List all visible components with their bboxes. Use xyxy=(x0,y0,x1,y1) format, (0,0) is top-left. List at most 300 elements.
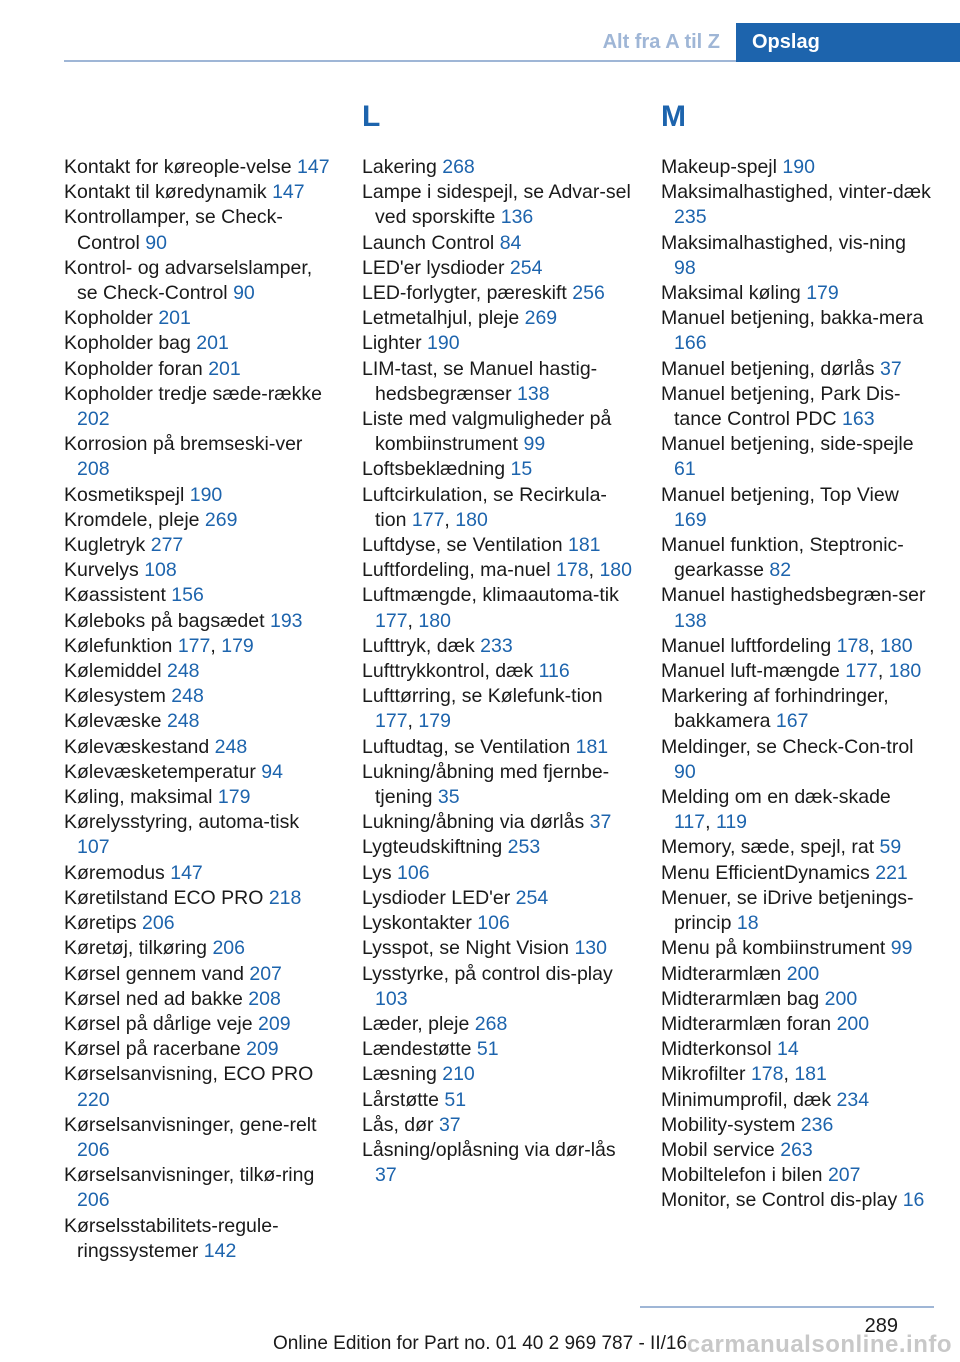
page-link[interactable]: 179 xyxy=(221,634,254,657)
index-entry xyxy=(362,1037,632,1062)
page-link[interactable]: 181 xyxy=(794,1063,827,1086)
page-link[interactable]: 268 xyxy=(442,156,475,178)
index-term: Luftdyse, se Ventilation xyxy=(362,534,563,557)
index-term: Manuel luft-mængde xyxy=(661,660,840,683)
section-letter: M xyxy=(661,100,686,133)
page-link[interactable]: 117 xyxy=(674,811,706,834)
page-link[interactable]: 103 xyxy=(375,987,408,1010)
page-link[interactable]: 37 xyxy=(438,1113,461,1136)
index-term: Maksimal køling xyxy=(661,282,801,305)
index-term: Manuel luftfordeling xyxy=(661,634,832,657)
index-entry xyxy=(661,583,931,633)
index-entry xyxy=(362,886,632,911)
index-entry xyxy=(362,1062,632,1087)
index-entry xyxy=(64,331,334,356)
index-entry xyxy=(362,1113,632,1138)
index-term: Manuel betjening, Top View xyxy=(661,483,899,506)
page-link[interactable]: 35 xyxy=(437,786,460,809)
index-entry xyxy=(362,306,632,331)
page-link[interactable]: 90 xyxy=(674,760,696,783)
page-link[interactable]: 156 xyxy=(171,584,204,607)
index-term: Manuel betjening, bakka-mera xyxy=(661,307,924,330)
index-term: Midterarmlæn bag xyxy=(661,987,820,1010)
page-link[interactable]: 236 xyxy=(800,1113,834,1136)
index-term: Memory, sæde, spejl, rat xyxy=(661,836,875,859)
index-entry xyxy=(64,382,334,432)
index-term: Maksimalhastighed, vinter-dæk xyxy=(661,181,931,204)
page-link[interactable]: 201 xyxy=(196,332,229,355)
page-link[interactable]: 202 xyxy=(77,408,110,431)
page-link[interactable]: 180 xyxy=(888,660,922,683)
index-entry: Manuel luftfordeling 178, 180 xyxy=(661,634,913,657)
index-term: Lukning/åbning via dørlås xyxy=(362,811,585,834)
page-link[interactable]: 163 xyxy=(842,408,875,431)
page-link[interactable]: 206 xyxy=(77,1189,110,1212)
index-entry xyxy=(64,483,334,508)
page-link[interactable]: 218 xyxy=(268,886,302,909)
index-entry xyxy=(661,1163,931,1188)
index-entry xyxy=(362,911,632,936)
index-term: Minimumprofil, dæk xyxy=(661,1088,832,1111)
index-entry xyxy=(661,1037,931,1062)
page-link[interactable]: 51 xyxy=(476,1038,499,1061)
index-term: Lighter xyxy=(362,332,422,355)
index-entry xyxy=(362,1088,632,1113)
page-link[interactable]: 16 xyxy=(902,1189,925,1212)
index-term: Kugletryk xyxy=(64,534,146,557)
index-entry xyxy=(362,810,632,835)
index-entry xyxy=(64,659,334,684)
page-link[interactable]: 82 xyxy=(769,559,792,582)
page-link[interactable]: 37 xyxy=(589,811,612,834)
page-link[interactable]: 147 xyxy=(297,156,330,178)
page-link[interactable]: 234 xyxy=(836,1088,870,1111)
index-term: Launch Control xyxy=(362,231,495,254)
index-term: Kromdele, pleje xyxy=(64,508,200,531)
index-entry xyxy=(64,1062,334,1112)
index-term: Køling, maksimal xyxy=(64,786,213,809)
index-entry xyxy=(362,634,632,659)
index-term: Køretøj, tilkøring xyxy=(64,937,208,960)
index-term: Manuel hastighedsbegræn-ser xyxy=(661,584,926,607)
index-entry xyxy=(64,709,334,734)
section-tab[interactable]: Opslag xyxy=(736,23,960,62)
index-entry xyxy=(64,508,334,533)
page-link[interactable]: 90 xyxy=(145,231,167,254)
index-entry xyxy=(64,180,334,205)
index-term: Kølefunktion xyxy=(64,634,173,657)
index-term: Kørselsanvisninger, tilkø-ring xyxy=(64,1164,315,1187)
index-entry xyxy=(64,432,334,482)
page-link[interactable]: 136 xyxy=(500,206,534,229)
page-link[interactable]: 119 xyxy=(715,811,748,834)
index-term: Luftfordeling, ma-nuel xyxy=(362,559,551,582)
index-entry xyxy=(661,987,931,1012)
index-term: Monitor, se Control dis-play xyxy=(661,1189,898,1212)
index-entry: Manuel luft-mængde 177, 180 xyxy=(661,660,922,683)
page-link[interactable]: 206 xyxy=(77,1138,110,1161)
page-number: 289 xyxy=(864,1315,898,1337)
index-term: Manuel betjening, Park Dis-tance Control PDC xyxy=(661,382,901,431)
page-link[interactable]: 190 xyxy=(189,483,223,506)
index-term: Lysspot, se Night Vision xyxy=(362,937,570,960)
index-entry: Melding om en dæk-skade 117, 119 xyxy=(661,786,891,834)
page-link[interactable]: 179 xyxy=(806,282,839,305)
index-entry: Luftfordeling, ma-nuel 178, 180 xyxy=(362,559,632,582)
page-link[interactable]: 221 xyxy=(875,861,908,884)
index-entry xyxy=(661,483,931,533)
index-entry xyxy=(362,1012,632,1037)
index-term: Kørselsanvisning, ECO PRO xyxy=(64,1063,314,1086)
index-term: Menu EfficientDynamics xyxy=(661,861,870,884)
index-term: Kølesystem xyxy=(64,685,166,708)
page-link[interactable]: 209 xyxy=(246,1038,279,1061)
page-link[interactable]: 99 xyxy=(890,937,913,960)
index-term: Kørsel ned ad bakke xyxy=(64,987,243,1010)
index-entry xyxy=(362,1138,632,1188)
index-term: Kurvelys xyxy=(64,559,139,582)
page-link[interactable]: 181 xyxy=(575,735,609,758)
page-link[interactable]: 190 xyxy=(427,332,460,355)
index-entry xyxy=(362,357,632,407)
index-entry: Lufttørring, se Kølefunk-tion 177, 179 xyxy=(362,685,603,733)
page-link[interactable]: 201 xyxy=(208,357,241,380)
index-term: Menu på kombiinstrument xyxy=(661,937,886,960)
page-link[interactable]: 167 xyxy=(775,710,809,733)
page-link[interactable]: 107 xyxy=(77,836,110,859)
page-link[interactable]: 256 xyxy=(572,282,605,305)
index-entry xyxy=(362,659,632,684)
index-term: Køremodus xyxy=(64,861,165,884)
index-entry xyxy=(661,231,931,281)
edition-note: Online Edition for Part no. 01 40 2 969 787 - II/16 xyxy=(272,1333,688,1354)
index-term: Luftcirkulation, se Recirkula-tion xyxy=(362,483,607,531)
index-entry xyxy=(64,609,334,634)
index-term: Melding om en dæk-skade xyxy=(661,786,891,809)
index-term: Manuel funktion, Steptronic-gearkasse xyxy=(661,534,904,582)
index-term: Lampe i sidespejl, se Advar-sel ved sporskifte xyxy=(362,181,631,229)
page-link[interactable]: 15 xyxy=(510,458,533,481)
index-entry xyxy=(64,936,334,961)
page-link[interactable]: 208 xyxy=(248,987,281,1010)
index-entry xyxy=(661,962,931,987)
index-term: Kontrollamper, se Check-Control xyxy=(64,206,283,254)
index-term: Kontakt for køreople-velse xyxy=(64,156,292,178)
index-term: Kørselsstabilitets-regule-ringssystemer xyxy=(64,1214,279,1262)
page-link[interactable]: 147 xyxy=(272,181,305,204)
index-term: Lufttørring, se Kølefunk-tion xyxy=(362,685,603,708)
page-link[interactable]: 179 xyxy=(418,710,451,733)
page-link[interactable]: 200 xyxy=(836,1012,870,1035)
page-link[interactable]: 51 xyxy=(444,1088,467,1111)
index-entry xyxy=(362,936,632,961)
page-link[interactable]: 200 xyxy=(786,962,820,985)
index-entry xyxy=(64,962,334,987)
index-entry xyxy=(362,835,632,860)
index-term: Korrosion på bremseski-ver xyxy=(64,433,303,456)
index-entry xyxy=(661,886,931,936)
index-term: Lakering xyxy=(362,156,437,178)
page-link[interactable]: 169 xyxy=(674,508,707,531)
index-entry xyxy=(362,861,632,886)
page-link[interactable]: 206 xyxy=(142,912,175,935)
page-link[interactable]: 59 xyxy=(879,836,902,859)
index-entry xyxy=(362,457,632,482)
page-link[interactable]: 90 xyxy=(233,282,255,305)
index-entry: Luftmængde, klimaautoma-tik 177, 180 xyxy=(362,584,619,632)
page-link[interactable]: 180 xyxy=(880,634,913,657)
page-link[interactable]: 206 xyxy=(212,937,245,960)
page-link[interactable]: 254 xyxy=(509,256,543,279)
index-entry xyxy=(661,533,931,583)
page-link[interactable]: 166 xyxy=(674,332,707,355)
page-link[interactable]: 177 xyxy=(177,634,211,657)
index-entry xyxy=(362,962,632,1012)
index-term: Lysdioder LED'er xyxy=(362,886,511,909)
page-link[interactable]: 200 xyxy=(824,987,858,1010)
index-term: Mobiltelefon i bilen xyxy=(661,1164,823,1187)
index-entry xyxy=(661,180,931,230)
page-link[interactable]: 210 xyxy=(442,1063,475,1086)
index-entry xyxy=(64,533,334,558)
page-link[interactable]: 177 xyxy=(411,508,445,531)
index-entry xyxy=(64,256,334,306)
page-link[interactable]: 263 xyxy=(780,1138,813,1161)
index-entry xyxy=(661,1138,931,1163)
page-link[interactable]: 248 xyxy=(166,660,200,683)
page-link[interactable]: 193 xyxy=(269,609,303,632)
index-entry xyxy=(64,1012,334,1037)
index-entry xyxy=(661,1088,931,1113)
index-term: Lys xyxy=(362,861,392,884)
index-term: Kopholder bag xyxy=(64,332,191,355)
index-entry xyxy=(64,1113,334,1163)
watermark: carmanualsonline.info xyxy=(686,1331,952,1358)
index-term: Kølevæskestand xyxy=(64,735,210,758)
index-term: Lårstøtte xyxy=(362,1088,439,1111)
index-term: Kopholder tredje sæde-række xyxy=(64,382,322,405)
index-term: Lændestøtte xyxy=(362,1038,472,1061)
page-link[interactable]: 248 xyxy=(166,710,200,733)
index-entry xyxy=(64,886,334,911)
index-term: Luftudtag, se Ventilation xyxy=(362,735,571,758)
page-link[interactable]: 269 xyxy=(524,307,558,330)
index-term: Lufttrykkontrol, dæk xyxy=(362,660,534,683)
page-link[interactable]: 180 xyxy=(599,559,632,582)
index-entry xyxy=(661,357,931,382)
page-link[interactable]: 178 xyxy=(836,634,870,657)
index-entry xyxy=(64,810,334,860)
index-term: Kopholder xyxy=(64,307,153,330)
index-term: LED-forlygter, pæreskift xyxy=(362,282,567,305)
page-link[interactable]: 233 xyxy=(480,634,513,657)
index-entry xyxy=(362,155,632,180)
index-entry xyxy=(64,205,334,255)
index-term: Lukning/åbning med fjernbe-tjening xyxy=(362,760,610,809)
page-link[interactable]: 94 xyxy=(261,760,283,783)
index-entry xyxy=(64,583,334,608)
page-link[interactable]: 179 xyxy=(217,786,251,809)
index-entry: Kølefunktion 177, 179 xyxy=(64,634,254,657)
index-term: Låsning/oplåsning via dør-lås xyxy=(362,1138,616,1161)
index-term: Midterkonsol xyxy=(661,1038,772,1061)
page-link[interactable]: 181 xyxy=(567,534,601,557)
index-term: Mobility-system xyxy=(661,1113,796,1136)
page-link[interactable]: 235 xyxy=(674,206,707,229)
page-link[interactable]: 116 xyxy=(538,660,570,683)
page-link[interactable]: 147 xyxy=(170,861,203,884)
page-link[interactable]: 37 xyxy=(375,1164,397,1187)
index-term: Meldinger, se Check-Con-trol xyxy=(661,735,914,758)
page-link[interactable]: 269 xyxy=(204,508,238,531)
index-column-3 xyxy=(661,99,931,1214)
index-term: Køassistent xyxy=(64,584,166,607)
index-term: Kørsel på dårlige veje xyxy=(64,1012,253,1035)
section-letter: L xyxy=(362,100,381,133)
page-link[interactable]: 37 xyxy=(879,357,902,380)
page-link[interactable]: 207 xyxy=(249,962,282,985)
index-entry xyxy=(661,861,931,886)
page-link[interactable]: 220 xyxy=(77,1088,110,1111)
page-link[interactable]: 178 xyxy=(750,1063,784,1086)
page-link[interactable]: 268 xyxy=(474,1012,508,1035)
page-link[interactable]: 180 xyxy=(418,609,451,632)
index-entry xyxy=(362,256,632,281)
index-entry: Luftcirkulation, se Recirkula-tion 177, 180 xyxy=(362,483,607,531)
page-link[interactable]: 178 xyxy=(556,559,589,582)
index-entry xyxy=(661,306,931,356)
page-link[interactable]: 277 xyxy=(150,534,184,557)
index-term: Kørselsanvisninger, gene-relt xyxy=(64,1113,317,1136)
page-link[interactable]: 177 xyxy=(375,609,408,632)
page-link[interactable]: 207 xyxy=(827,1164,861,1187)
index-term: LED'er lysdioder xyxy=(362,256,505,279)
index-column-1 xyxy=(64,99,334,1264)
page-link[interactable]: 108 xyxy=(144,559,177,582)
index-entry xyxy=(64,785,334,810)
index-entry xyxy=(362,735,632,760)
index-entry xyxy=(64,558,334,583)
page-link[interactable]: 208 xyxy=(77,458,110,481)
index-entry xyxy=(661,1113,931,1138)
index-term: Lyskontakter xyxy=(362,912,472,935)
page-link[interactable]: 177 xyxy=(375,710,408,733)
index-term: Lufttryk, dæk xyxy=(362,634,475,657)
index-term: Mobil service xyxy=(661,1138,775,1161)
page-link[interactable]: 142 xyxy=(203,1239,237,1262)
page-link[interactable]: 254 xyxy=(515,886,549,909)
index-entry xyxy=(661,936,931,961)
index-entry xyxy=(362,533,632,558)
index-column-2 xyxy=(362,99,632,1188)
index-term: Kosmetikspejl xyxy=(64,483,185,506)
index-entry xyxy=(661,382,931,432)
index-term: Køleboks på bagsædet xyxy=(64,609,265,632)
page-link[interactable]: 14 xyxy=(776,1038,799,1061)
index-entry xyxy=(64,1163,334,1213)
index-term: Maksimalhastighed, vis-ning xyxy=(661,231,906,254)
page-link[interactable]: 209 xyxy=(258,1012,291,1035)
page-link[interactable]: 201 xyxy=(158,307,191,330)
index-entry xyxy=(661,432,931,482)
index-term: Menuer, se iDrive betjenings-princip xyxy=(661,886,914,935)
index-term: Køretilstand ECO PRO xyxy=(64,886,264,909)
index-entry xyxy=(64,861,334,886)
index-term: Kørsel på racerbane xyxy=(64,1038,241,1061)
index-entry xyxy=(661,1012,931,1037)
index-term: Kørsel gennem vand xyxy=(64,962,244,985)
index-term: Læder, pleje xyxy=(362,1012,470,1035)
index-term: Lygteudskiftning xyxy=(362,836,503,859)
index-entry xyxy=(64,1214,334,1264)
index-term: Letmetalhjul, pleje xyxy=(362,307,520,330)
index-term: Manuel betjening, side-spejle xyxy=(661,433,914,456)
index-term: Køretips xyxy=(64,912,137,935)
index-term: Makeup-spejl xyxy=(661,156,777,178)
index-term: Kontakt til køredynamik xyxy=(64,181,267,204)
page-link[interactable]: 61 xyxy=(674,458,696,481)
index-entry xyxy=(64,987,334,1012)
index-entry xyxy=(362,281,632,306)
index-entry xyxy=(362,231,632,256)
page-link[interactable]: 99 xyxy=(523,433,546,456)
page-link[interactable]: 190 xyxy=(782,156,815,178)
index-term: LIM-tast, se Manuel hastig-hedsbegrænser xyxy=(362,357,598,405)
index-entry xyxy=(362,180,632,230)
page-link[interactable]: 138 xyxy=(517,382,550,405)
index-term: Markering af forhindringer, bakkamera xyxy=(661,685,889,733)
index-term: Mikrofilter xyxy=(661,1063,746,1086)
index-term: Kontrol- og advarselslamper, se Check-Control xyxy=(64,256,313,305)
index-entry xyxy=(661,155,931,180)
index-term: Midterarmlæn foran xyxy=(661,1012,832,1035)
page-link[interactable]: 130 xyxy=(574,937,607,960)
breadcrumb[interactable]: Alt fra A til Z xyxy=(602,31,720,53)
page-link[interactable]: 180 xyxy=(455,508,488,531)
index-entry xyxy=(64,306,334,331)
index-term: Luftmængde, klimaautoma-tik xyxy=(362,584,619,607)
page-link[interactable]: 177 xyxy=(845,660,878,683)
page-link[interactable]: 138 xyxy=(674,609,707,632)
page-link[interactable]: 253 xyxy=(507,836,541,859)
index-entry xyxy=(64,760,334,785)
index-entry xyxy=(661,281,931,306)
page-link[interactable]: 18 xyxy=(736,912,759,935)
index-entry xyxy=(362,760,632,810)
page-link[interactable]: 84 xyxy=(499,231,522,254)
index-term: Midterarmlæn xyxy=(661,962,782,985)
index-term: Kørelysstyring, automa-tisk xyxy=(64,811,300,834)
page-link[interactable]: 106 xyxy=(477,912,510,935)
index-entry: Mikrofilter 178, 181 xyxy=(661,1063,827,1086)
page-link[interactable]: 248 xyxy=(214,735,248,758)
index-entry xyxy=(64,1037,334,1062)
section-letter xyxy=(64,99,334,155)
footer-rule xyxy=(640,1306,934,1308)
index-term: Lysstyrke, på control dis-play xyxy=(362,962,613,985)
index-entry xyxy=(64,735,334,760)
page-link[interactable]: 98 xyxy=(674,256,696,279)
index-entry xyxy=(64,684,334,709)
index-entry xyxy=(661,835,931,860)
page-link[interactable]: 248 xyxy=(171,685,204,708)
index-entry xyxy=(64,357,334,382)
index-term: Kopholder foran xyxy=(64,357,203,380)
page-link[interactable]: 106 xyxy=(397,861,430,884)
index-entry xyxy=(64,155,334,180)
index-entry xyxy=(362,407,632,457)
index-entry xyxy=(661,684,931,734)
